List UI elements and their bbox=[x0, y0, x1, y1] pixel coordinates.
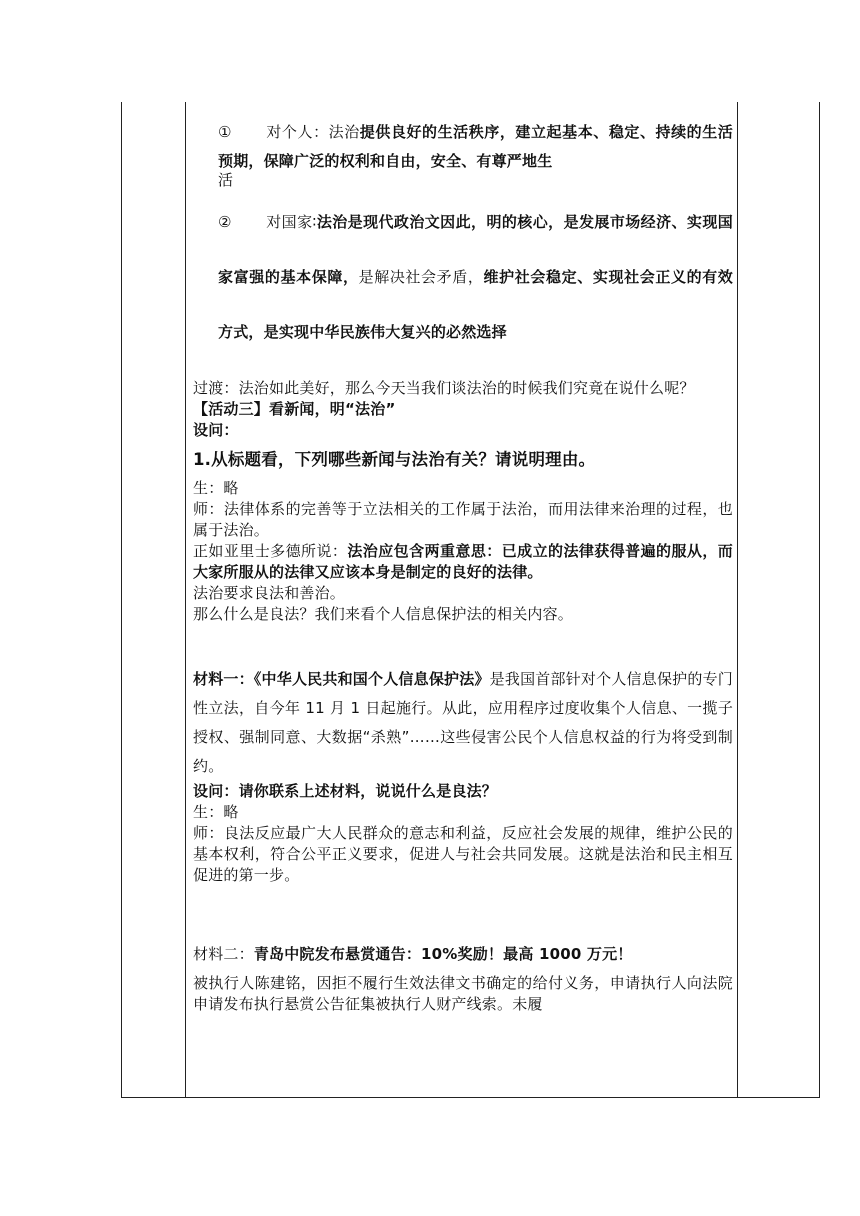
table-border-inner-right bbox=[737, 102, 738, 1098]
material-one-day: 1 bbox=[350, 699, 361, 717]
point-state-lead: 对国家∶ bbox=[266, 213, 317, 231]
point-state-bold-2: 经济、实现国家富强的基本保障， bbox=[218, 213, 733, 286]
point-state-bold-3: 维护社会稳定、实现社会正义的有效方式， bbox=[218, 268, 734, 341]
question-good-law: 设问：请你联系上述材料，说说什么是良法？ bbox=[193, 782, 498, 800]
good-law-question: 那么什么是良法？我们来看个人信息保护法的相关内容。 bbox=[193, 605, 574, 623]
material-one-title: 材料一：《中华人民共和国个人信息保护法》 bbox=[193, 670, 490, 688]
material-one-text-1: 是我国首部针对个人信息保护的专门性立法，自今年 bbox=[193, 670, 733, 717]
item-number-1: ① bbox=[218, 123, 232, 141]
point-state-bold-1: 法治是现代政治文因此，明的核心， bbox=[316, 213, 564, 231]
material-one-text-3: 日起施行。从此，应用程序过度收集个人信息、一揽子授权、强制同意、大数据“杀熟”……这些侵害公民个人信息权益的行为将受到制约。 bbox=[193, 699, 734, 775]
point-individual-bold: 提供良好的生活秩序，建立起基本、稳定、持续的生活预期，保障广泛的权利和自由，安全、有尊严地生 bbox=[218, 123, 733, 170]
table-border-inner-left bbox=[185, 102, 186, 1098]
point-state-mid-1: 是发展市场 bbox=[563, 213, 641, 231]
aristotle-lead: 正如亚里士多德所说： bbox=[193, 542, 348, 560]
material-one-month: 11 bbox=[305, 699, 325, 717]
student-answer-1: 生：略 bbox=[193, 479, 239, 497]
material-two-heading bbox=[193, 944, 733, 965]
question-label: 设问： bbox=[193, 421, 239, 439]
point-individual-tail: 活 bbox=[218, 171, 234, 189]
lesson-content-cell bbox=[193, 112, 733, 1015]
aristotle-bold: 法治应包含两重意思：已成立的法律获得普遍的服从，而大家所服从的法律又应该本身是制定的良好的法律。 bbox=[193, 542, 733, 581]
activity-three-heading: 【活动三】看新闻，明“法治” bbox=[193, 400, 396, 418]
aristotle-quote bbox=[193, 541, 733, 583]
point-state-mid-3: 是 bbox=[263, 323, 279, 341]
point-state bbox=[193, 195, 733, 360]
point-state-bold-4: 实现中华民族伟大复兴的必然选择 bbox=[278, 323, 507, 341]
item-number-2: ② bbox=[218, 213, 232, 231]
material-one-text-2: 月 bbox=[330, 699, 346, 717]
point-individual bbox=[193, 118, 733, 176]
student-answer-2: 生：略 bbox=[193, 803, 239, 821]
teacher-explanation-2: 师：良法反应最广大人民群众的意志和利益，反应社会发展的规律，维护公民的基本权利，符合公平正义要求，促进人与社会共同发展。这就是法治和民主相互促进的第一步。 bbox=[193, 824, 733, 884]
material-two-bold: 青岛中院发布悬赏通告：10%奖励！最高 1000 万元！ bbox=[253, 945, 633, 963]
table-border-left bbox=[121, 102, 122, 1098]
teacher-explanation-1: 师：法律体系的完善等于立法相关的工作属于法治，而用法律来治理的过程，也属于法治。 bbox=[193, 500, 733, 539]
material-one bbox=[193, 665, 733, 781]
news-question: 1.从标题看，下列哪些新闻与法治有关？请说明理由。 bbox=[193, 450, 596, 469]
material-two-lead: 材料二： bbox=[193, 945, 254, 963]
requirement-text: 法治要求良法和善治。 bbox=[193, 584, 346, 602]
transition-text: 过渡：法治如此美好，那么今天当我们谈法治的时候我们究竟在说什么呢？ bbox=[193, 379, 695, 397]
table-border-right bbox=[819, 102, 820, 1098]
point-state-mid-2: 是解决社会矛盾， bbox=[358, 268, 484, 286]
table-border-bottom bbox=[121, 1097, 820, 1098]
material-two-text: 被执行人陈建铭，因拒不履行生效法律文书确定的给付义务，申请执行人向法院申请发布执行悬赏公告征集被执行人财产线索。未履 bbox=[193, 974, 733, 1013]
point-individual-lead: 对个人：法治 bbox=[266, 123, 360, 141]
